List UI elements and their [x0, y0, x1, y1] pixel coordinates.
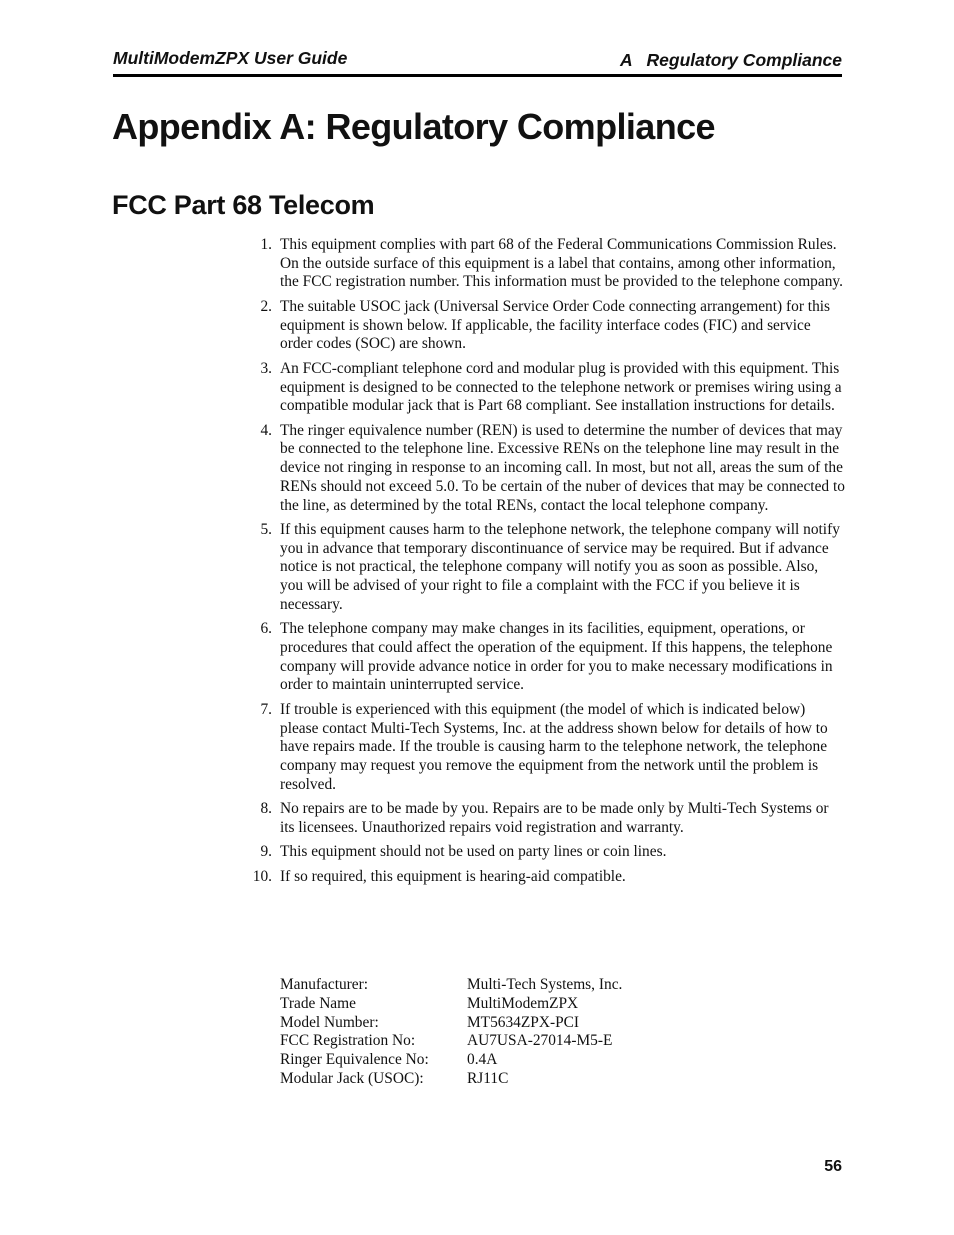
guide-title: MultiModemZPX User Guide: [113, 48, 348, 68]
table-row: [280, 976, 622, 995]
item-number: 3.: [260, 359, 272, 377]
item-text: The suitable USOC jack (Universal Service Order Code connecting arrangement) for this equipment is shown below. If applicable, the facility interface codes (FIC) and service order codes (SOC) are shown.: [280, 297, 831, 353]
spec-value: RJ11C: [467, 1069, 509, 1087]
list-item: [245, 620, 845, 695]
spec-value: 0.4A: [467, 1051, 498, 1069]
item-text: The telephone company may make changes in its facilities, equipment, operations, or procedures that could affect the operation of the equipment. If this happens, the telephone company will provide advance notice in order for you to make necessary modifications in order to maintain uninterrupted service.: [280, 620, 833, 694]
list-item: [245, 868, 845, 887]
item-number: 8.: [260, 800, 272, 818]
item-text: An FCC-compliant telephone cord and modular plug is provided with this equipment. This equipment is designed to be connected to the telephone network or premises wiring using a compatible modular jack that is Part 68 compliant. See installation instructions for details.: [280, 359, 842, 415]
list-item: [245, 701, 845, 795]
item-number: 1.: [260, 236, 272, 253]
item-number: 5.: [260, 521, 272, 539]
list-item: [245, 843, 845, 862]
table-row: [280, 1032, 622, 1051]
item-number: 6.: [260, 620, 272, 638]
spec-value: MultiModemZPX: [467, 994, 579, 1012]
item-text: If this equipment causes harm to the telephone network, the telephone company will notify you in advance that temporary discontinuance of service may be required. But if advance notice is not practical, the telephone company will notify you as soon as possible. Also, you will be advised of your right to file a complaint with the FCC if you believe it is necessary.: [280, 521, 840, 613]
section-label: A Regulatory Compliance: [619, 50, 842, 70]
spec-label: Ringer Equivalence No:: [280, 1051, 429, 1069]
equipment-spec-table: [280, 976, 622, 1089]
item-number: 2.: [260, 297, 272, 315]
spec-value: AU7USA-27014-M5-E: [467, 1032, 613, 1050]
spec-value: MT5634ZPX-PCI: [467, 1013, 580, 1031]
list-item: [245, 422, 845, 516]
table-row: [280, 1051, 622, 1070]
section-heading: FCC Part 68 Telecom: [112, 190, 375, 220]
list-item: [245, 298, 845, 354]
item-text: This equipment complies with part 68 of the Federal Communications Commission Rules. On the outside surface of this equipment is a label that contains, among other information, the FCC registration number. This information must be provided to the telephone company.: [280, 236, 843, 291]
spec-label: Trade Name: [280, 994, 356, 1012]
table-row: [280, 1014, 622, 1033]
item-text: If so required, this equipment is hearing-aid compatible.: [280, 867, 626, 885]
list-item: [245, 521, 845, 615]
spec-label: Modular Jack (USOC):: [280, 1069, 424, 1087]
item-number: 9.: [260, 843, 272, 861]
list-item: [245, 236, 845, 292]
list-item: [245, 800, 845, 837]
item-number: 10.: [252, 867, 272, 885]
spec-label: Model Number:: [280, 1013, 379, 1031]
item-text: This equipment should not be used on party lines or coin lines.: [280, 843, 667, 861]
spec-label: Manufacturer:: [280, 976, 369, 993]
item-text: If trouble is experienced with this equipment (the model of which is indicated below) please contact Multi-Tech Systems, Inc. at the address shown below for details of how to have repairs made. If the trouble is causing harm to the telephone network, the telephone company may request you remove the equipment from the network until the problem is resolved.: [280, 700, 828, 793]
page-number: 56: [824, 1158, 842, 1175]
table-row: [280, 995, 622, 1014]
item-number: 7.: [260, 700, 272, 718]
header-rule: [113, 74, 842, 77]
running-header: [113, 48, 842, 72]
table-row: [280, 1070, 622, 1089]
spec-value: Multi-Tech Systems, Inc.: [467, 976, 623, 993]
item-text: No repairs are to be made by you. Repairs are to be made only by Multi-Tech Systems or its licensees. Unauthorized repairs void registration and warranty.: [280, 800, 829, 836]
list-item: [245, 360, 845, 416]
item-text: The ringer equivalence number (REN) is used to determine the number of devices that may be connected to the telephone line. Excessive RENs on the telephone line may result in the device not ringing in response to an incoming call. In most, but not all, areas the sum of the RENs should not exceed 5.0. To be certain of the nuber of devices that may be connected to the line, as determined by the total RENs, contact the local telephone company.: [280, 421, 845, 514]
compliance-list: [245, 236, 845, 892]
spec-label: FCC Registration No:: [280, 1032, 416, 1050]
page-title: Appendix A: Regulatory Compliance: [112, 106, 715, 147]
item-number: 4.: [260, 421, 272, 439]
